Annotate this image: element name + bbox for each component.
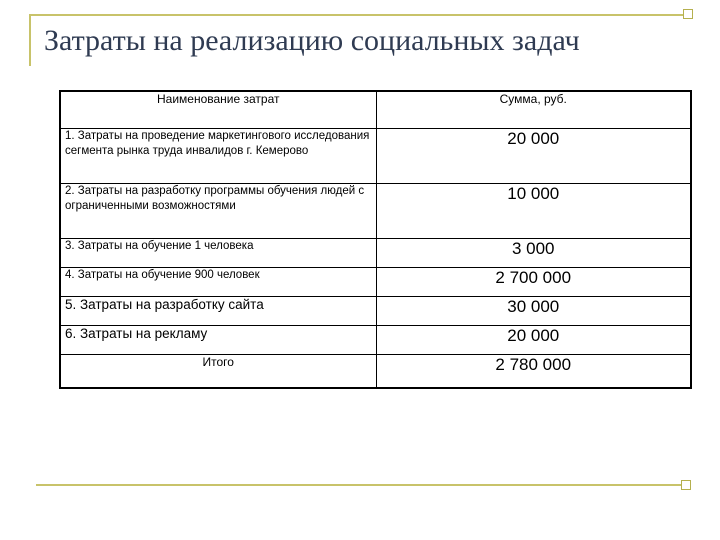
row-amount: 2 700 000 [376,268,691,297]
row-name: 3. Затраты на обучение 1 человека [60,239,376,268]
table-total-row [60,355,691,388]
row-name: 2. Затраты на разработку программы обучения людей с ограниченными возможностями [60,184,376,239]
table-row [60,239,691,268]
frame-left-rule [29,14,31,66]
table-row [60,297,691,326]
row-amount: 3 000 [376,239,691,268]
frame-top-rule [29,14,689,16]
bottom-rule [36,484,686,486]
table-row [60,326,691,355]
row-name: 5. Затраты на разработку сайта [60,297,376,326]
row-amount: 20 000 [376,129,691,184]
row-name: 1. Затраты на проведение маркетингового исследования сегмента рынка труда инвалидов г. Кемерово [60,129,376,184]
table-row [60,268,691,297]
table-header-row [60,91,691,129]
total-amount: 2 780 000 [376,355,691,388]
row-name: 4. Затраты на обучение 900 человек [60,268,376,297]
table-row [60,184,691,239]
corner-square-icon [683,9,693,19]
total-label: Итого [60,355,376,388]
header-name: Наименование затрат [60,91,376,129]
row-amount: 30 000 [376,297,691,326]
row-amount: 10 000 [376,184,691,239]
row-name: 6. Затраты на рекламу [60,326,376,355]
table-row [60,129,691,184]
row-amount: 20 000 [376,326,691,355]
header-amount: Сумма, руб. [376,91,691,129]
bottom-square-icon [681,480,691,490]
costs-table [59,90,692,389]
page-title: Затраты на реализацию социальных задач [44,24,580,57]
